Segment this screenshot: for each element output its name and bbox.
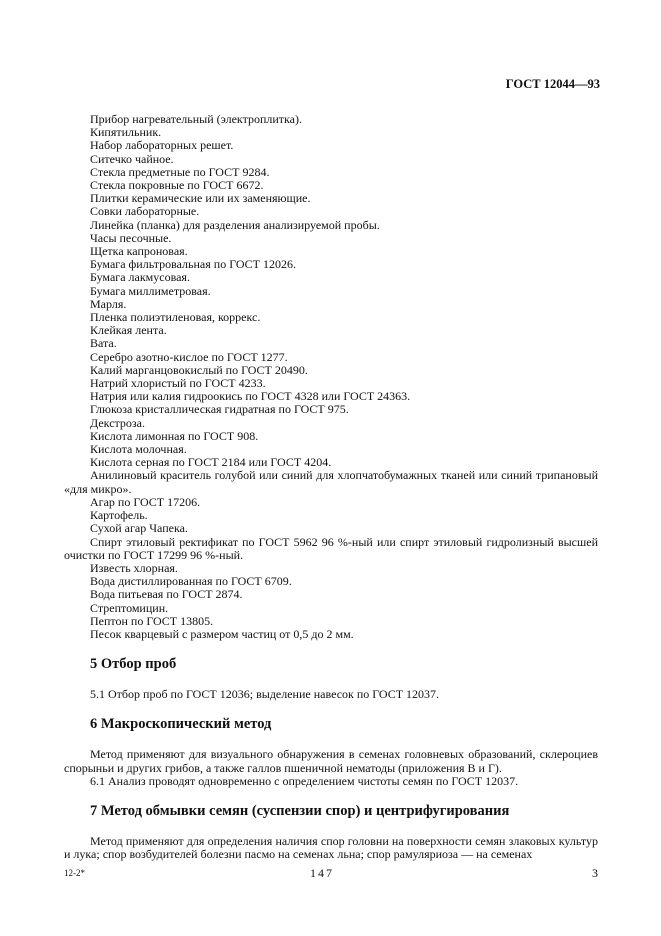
media-list	[64, 496, 598, 536]
list-item: Натрий хлористый по ГОСТ 4233.	[90, 376, 266, 391]
list-item: Натрия или калия гидроокись по ГОСТ 4328 или ГОСТ 24363.	[90, 389, 411, 404]
standard-header: ГОСТ 12044—93	[505, 77, 600, 91]
list-item: Бумага лакмусовая.	[90, 270, 190, 285]
reagents-list	[64, 562, 598, 641]
list-item: Плитки керамические или их заменяющие.	[90, 191, 311, 206]
list-item: Известь хлорная.	[90, 560, 178, 575]
page-number: 3	[592, 866, 598, 880]
list-item: Линейка (планка) для разделения анализируемой пробы.	[90, 217, 380, 232]
section-6-title: 6 Макроскопический метод	[90, 716, 272, 733]
document-body	[64, 113, 598, 861]
list-item: Декстроза.	[90, 415, 145, 430]
list-item: Вода питьевая по ГОСТ 2874.	[90, 587, 243, 602]
list-item: Кислота молочная.	[90, 442, 187, 457]
list-item: Кипятильник.	[90, 125, 162, 140]
print-code: 12-2*	[64, 868, 85, 878]
section-6-paragraph-1: Метод применяют для визуального обнаружения в семенах головневых образований, склероциев спорыньи и других грибов, а также галлов пшеничной нематоды (приложения В и Г).	[64, 747, 598, 775]
list-item: Бумага фильтровальная по ГОСТ 12026.	[90, 257, 296, 272]
list-item: Бумага миллиметровая.	[90, 283, 211, 298]
list-item: Прибор нагревательный (электроплитка).	[90, 112, 303, 126]
section-7-title: 7 Метод обмывки семян (суспензии спор) и центрифугирования	[90, 802, 510, 819]
list-item: Стекла покровные по ГОСТ 6672.	[90, 178, 264, 193]
ethyl-alcohol-paragraph: Спирт этиловый ректификат по ГОСТ 5962 96 %-ный или спирт этиловый гидролизный высшей очистки по ГОСТ 17299 96 %-ный.	[64, 534, 598, 562]
page-footer	[64, 866, 598, 882]
list-item: Щетка капроновая.	[90, 244, 188, 259]
list-item: Глюкоза кристаллическая гидратная по ГОСТ 975.	[90, 402, 349, 417]
list-item: Набор лабораторных решет.	[90, 138, 234, 153]
list-item: Часы песочные.	[90, 230, 172, 245]
list-item: Серебро азотно-кислое по ГОСТ 1277.	[90, 349, 288, 364]
list-item: Пептон по ГОСТ 13805.	[90, 613, 214, 628]
list-item: Калий марганцовокислый по ГОСТ 20490.	[90, 362, 308, 377]
list-item: Пленка полиэтиленовая, коррекс.	[90, 310, 261, 325]
equipment-list	[64, 113, 598, 469]
sheet-number: 147	[310, 866, 334, 880]
section-5-title: 5 Отбор проб	[90, 656, 177, 673]
list-item: Сухой агар Чапека.	[90, 521, 188, 536]
list-item: Марля.	[90, 296, 127, 311]
list-item: Кислота серная по ГОСТ 2184 или ГОСТ 4204.	[90, 455, 332, 470]
list-item: Песок кварцевый с размером частиц от 0,5 до 2 мм.	[90, 626, 354, 641]
list-item: Вата.	[90, 336, 117, 351]
list-item: Совки лабораторные.	[90, 204, 200, 219]
list-item: Вода дистиллированная по ГОСТ 6709.	[90, 574, 292, 589]
list-item: Стрептомицин.	[90, 600, 169, 615]
section-5-text: 5.1 Отбор проб по ГОСТ 12036; выделение навесок по ГОСТ 12037.	[90, 687, 440, 702]
section-6-paragraph-2: 6.1 Анализ проводят одновременно с определением чистоты семян по ГОСТ 12037.	[90, 773, 519, 788]
list-item: Стекла предметные по ГОСТ 9284.	[90, 164, 270, 179]
list-item: Картофель.	[90, 508, 148, 523]
aniline-dye-paragraph: Анилиновый краситель голубой или синий для хлопчатобумажных тканей или синий трипановый «для микро».	[64, 468, 598, 496]
list-item: Кислота лимонная по ГОСТ 908.	[90, 428, 259, 443]
list-item: Агар по ГОСТ 17206.	[90, 494, 201, 509]
list-item: Клейкая лента.	[90, 323, 167, 338]
list-item: Ситечко чайное.	[90, 151, 174, 166]
section-7-paragraph-1: Метод применяют для определения наличия спор головни на поверхности семян злаковых культур и лука; спор возбудителей болезни пасмо на семенах льна; спор рамуляриоза — на семенах	[64, 833, 598, 862]
